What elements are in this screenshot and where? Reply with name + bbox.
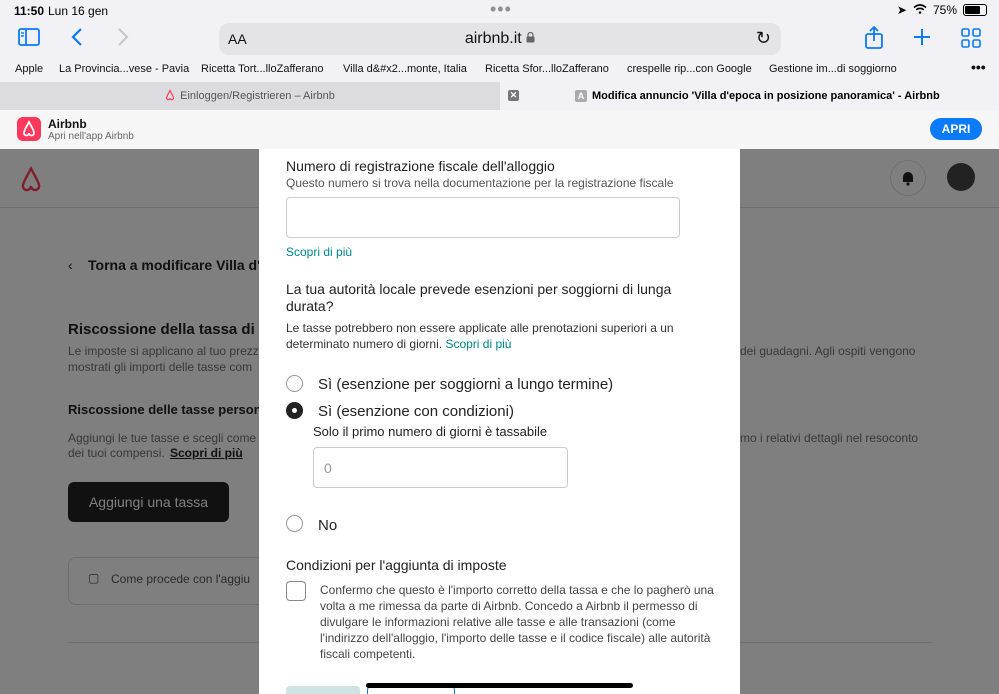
lock-icon <box>526 34 535 46</box>
status-time: 11:50 <box>14 4 45 18</box>
battery-icon <box>963 4 987 16</box>
new-tab-icon[interactable] <box>913 28 931 51</box>
conditions-checkbox[interactable] <box>286 581 306 601</box>
tab-edit-listing[interactable] <box>500 82 999 110</box>
banner-app-name: Airbnb <box>48 117 87 131</box>
battery-percent: 75% <box>932 3 957 17</box>
radio-conditional-exemption[interactable] <box>286 402 303 419</box>
exemption-learn-more-link[interactable]: Scopri di più <box>445 337 512 351</box>
save-button[interactable] <box>286 686 360 694</box>
tab-bar <box>0 82 999 110</box>
tab-login[interactable] <box>0 82 499 110</box>
taxable-days-input[interactable] <box>313 447 568 488</box>
radio-label[interactable]: Sì (esenzione con condizioni) <box>318 403 514 420</box>
bookmark-item[interactable]: Apple <box>15 63 44 75</box>
address-bar[interactable] <box>219 23 781 55</box>
close-tab-icon[interactable]: ✕ <box>509 90 518 100</box>
status-date: Lun 16 gen <box>48 4 109 18</box>
airbnb-favicon-icon <box>164 89 176 104</box>
radio-long-term-exemption[interactable] <box>286 375 303 392</box>
bookmark-item[interactable]: Ricetta Sfor...lloZafferano <box>485 63 609 75</box>
exemption-note-text: Le tasse potrebbero non essere applicate alle prenotazioni superiori a un determinato numero di giorni. <box>286 321 674 351</box>
bookmark-item[interactable]: Gestione im...di soggiorno <box>769 63 897 75</box>
learn-more-link[interactable]: Scopri di più <box>286 245 353 259</box>
reload-icon[interactable]: ↻ <box>755 28 771 48</box>
generic-favicon-icon: A <box>575 90 587 102</box>
tab-label: Einloggen/Registrieren – Airbnb <box>180 90 335 102</box>
address-text <box>219 30 781 48</box>
share-icon[interactable] <box>864 26 884 55</box>
radio-label[interactable]: No <box>318 517 338 534</box>
more-bookmarks-icon[interactable]: ••• <box>971 59 986 75</box>
bookmark-item[interactable]: Ricetta Tort...lloZafferano <box>201 63 324 75</box>
reader-settings-button[interactable]: AA <box>228 31 247 47</box>
bookmark-item[interactable]: Villa d&#x2...monte, Italia <box>343 63 467 75</box>
home-indicator <box>366 683 633 688</box>
exemption-note <box>286 320 706 352</box>
registration-number-subtitle: Questo numero si trova nella documentazione per la registrazione fiscale <box>286 176 674 190</box>
radio-label[interactable]: Sì (esenzione per soggiorni a lungo termine) <box>318 376 614 393</box>
status-indicators <box>897 3 987 17</box>
taxable-days-label: Solo il primo numero di giorni è tassabile <box>313 424 548 439</box>
tab-overview-icon[interactable] <box>961 28 981 53</box>
forward-icon[interactable] <box>116 26 130 53</box>
bookmarks-bar <box>0 58 999 82</box>
registration-number-input[interactable] <box>286 197 680 238</box>
tab-label: Modifica annuncio 'Villa d'epoca in posizione panoramica' - Airbnb <box>592 90 940 102</box>
status-bar <box>0 0 999 22</box>
sidebar-toggle-icon[interactable] <box>18 28 40 52</box>
app-banner <box>0 110 999 150</box>
bookmark-item[interactable]: La Provincia...vese - Pavia <box>59 63 190 75</box>
conditions-title: Condizioni per l'aggiunta di imposte <box>286 557 507 573</box>
bookmark-item[interactable]: crespelle rip...con Google <box>627 63 752 75</box>
multitasking-dots-icon[interactable]: ••• <box>490 0 512 19</box>
back-icon[interactable] <box>70 26 84 54</box>
radio-no-exemption[interactable] <box>286 515 303 532</box>
location-icon: ➤ <box>896 3 907 17</box>
exemption-question: La tua autorità locale prevede esenzioni per soggiorni di lunga durata? <box>286 281 672 314</box>
airbnb-app-icon <box>17 117 41 141</box>
conditions-text: Confermo che questo è l'importo corretto della tassa e che lo pagherò una volta a me rimessa da parte di Airbnb. Concedo a Airbnb il permesso di divulgare le informazioni relative alle tasse e alle transazioni (come l'indirizzo dell'alloggio, l'importo delle tasse e il codice fiscale) alle autorità fiscali competenti. <box>320 583 714 661</box>
banner-subtitle: Apri nell'app Airbnb <box>48 131 134 142</box>
tax-modal <box>259 149 740 694</box>
registration-number-title: Numero di registrazione fiscale dell'alloggio <box>286 158 555 174</box>
open-app-button[interactable]: APRI <box>930 118 982 140</box>
wifi-icon <box>913 3 927 17</box>
url-label: airbnb.it <box>464 30 522 47</box>
